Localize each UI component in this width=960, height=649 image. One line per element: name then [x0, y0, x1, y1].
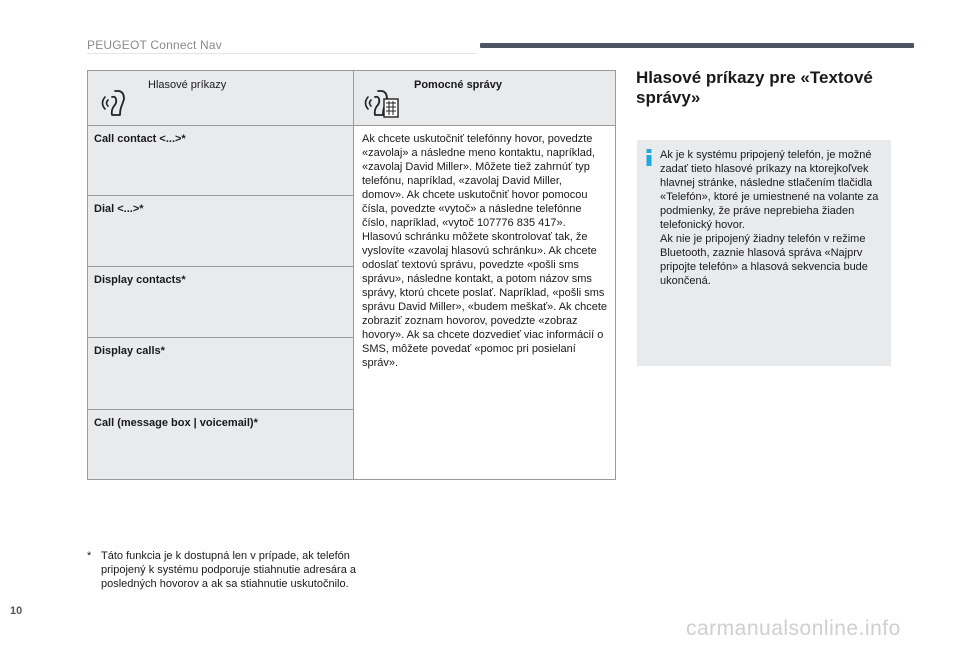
table-header-right: [354, 71, 616, 126]
document-header-title: PEUGEOT Connect Nav: [87, 38, 222, 52]
info-icon: [646, 149, 652, 166]
command-dial: Dial <...>*: [88, 196, 354, 267]
command-display-calls: Display calls*: [88, 338, 354, 410]
voice-commands-table: [87, 70, 616, 480]
command-display-contacts: Display contacts*: [88, 267, 354, 338]
section-title: Hlasové príkazy pre «Textové správy»: [636, 68, 873, 107]
watermark: carmanualsonline.info: [686, 617, 901, 640]
table-header-row: [88, 71, 616, 126]
command-call-contact: Call contact <...>*: [88, 126, 354, 196]
header-divider: [87, 53, 477, 54]
voice-commands-heading: Hlasové príkazy: [148, 79, 227, 91]
footnote-text: Táto funkcia je k dostupná len v prípade, ak telefón pripojený k systému podporuje stiahnutie adresára a posledných hovorov a ak sa stiahnutie uskutočnilo.: [101, 550, 356, 590]
page-number: 10: [10, 605, 23, 617]
command-call-voicemail: Call (message box | voicemail)*: [88, 410, 354, 480]
footnote-marker: *: [87, 550, 92, 562]
table-row: [88, 126, 616, 196]
voice-help-icon: [364, 85, 400, 121]
command-description: Ak chcete uskutočniť telefónny hovor, povedzte «zavolaj» a následne meno kontaktu, napríklad, «zavolaj David Miller». Môžete tiež zahrnúť typ telefónu, napríklad, «zavolaj David Miller, domov». Ak chcete uskutočniť hovor pomocou čísla, povedzte «vytoč» a následne telefónne číslo, napríklad, «vytoč 107776 835 417». Hlasovú schránku môžete skontrolovať tak, že vyslovíte «zavolaj hlasovú schránku». Ak chcete odoslať textovú správu, povedzte «pošli sms správu», následne kontakt, a potom názov sms správy, ktorú chcete poslať. Napríklad, «pošli sms správu David Miller», «budem meškať». Ak chcete zobraziť zoznam hovorov, povedzte «zobraz hovory». Ak sa chcete dozvedieť viac informácií o SMS, môžete povedať «pomoc pri posielaní správ».: [354, 126, 616, 480]
info-text: Ak je k systému pripojený telefón, je možné zadať tieto hlasové príkazy na ktorejkoľvek hlavnej stránke, následne stlačením tlačidla «Telefón», ktoré je umiestnené na volante za podmienky, že práve neprebieha žiaden telefonický hovor. Ak nie je pripojený žiadny telefón v režime Bluetooth, zaznie hlasová správa «Najprv pripojte telefón» a hlasová sekvencia bude ukončená.: [660, 149, 879, 287]
help-messages-heading: Pomocné správy: [414, 79, 503, 91]
voice-command-icon: [98, 85, 134, 121]
table-header-left: [88, 71, 354, 126]
header-bar: [480, 43, 914, 48]
footnote: [87, 549, 357, 591]
info-box: [637, 140, 891, 366]
